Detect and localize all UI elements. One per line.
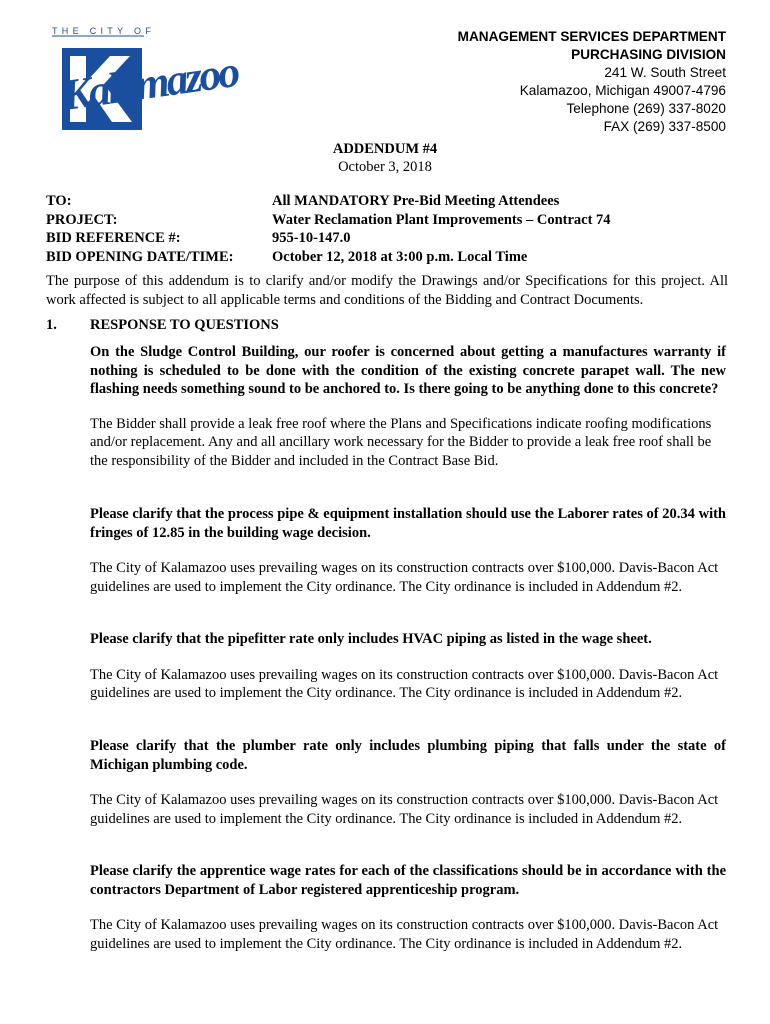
answer-text: The City of Kalamazoo uses prevailing wages on its construction contracts over $100,000. Davis-Bacon Act guidelines are used to implement the City ordinance. The City ordinance is included in Addendum #2. [90, 917, 719, 952]
telephone: Telephone (269) 337-8020 [566, 101, 726, 116]
meta-label: TO: [46, 193, 72, 209]
meta-label: BID REFERENCE #: [46, 230, 181, 246]
meta-row-to [46, 192, 611, 211]
meta-row-bid-reference [46, 229, 611, 248]
purpose-paragraph: The purpose of this addendum is to clarify and/or modify the Drawings and/or Specifications for this project. All work affected is subject to all applicable terms and conditions of the Bidding and Contract Documents. [46, 273, 728, 308]
qa-item [90, 343, 726, 471]
meta-value: All MANDATORY Pre-Bid Meeting Attendees [272, 193, 560, 209]
qa-item [90, 737, 726, 828]
meta-row-project [46, 211, 611, 230]
department-address [458, 28, 726, 136]
answer-text: The City of Kalamazoo uses prevailing wages on its construction contracts over $100,000. Davis-Bacon Act guidelines are used to implement the City ordinance. The City ordinance is included in Addendum #2. [90, 666, 719, 702]
department-name: MANAGEMENT SERVICES DEPARTMENT [457, 29, 726, 44]
section-heading [46, 317, 279, 334]
city-state-zip: Kalamazoo, Michigan 49007-4796 [519, 83, 726, 98]
question-text: Please clarify that the plumber rate only includes plumbing piping that falls under the state of Michigan plumbing code. [90, 738, 726, 773]
answer-text: The Bidder shall provide a leak free roof where the Plans and Specifications indicate roofing modifications and/or replacement. Any and all ancillary work necessary for the Bidder to provide a leak free roof shall be the responsibility of the Bidder and included in the Contract Base Bid. [90, 415, 712, 469]
meta-value: Water Reclamation Plant Improvements – Contract 74 [272, 211, 611, 228]
meta-value: October 12, 2018 at 3:00 p.m. Local Time [272, 248, 528, 265]
meta-label: PROJECT: [46, 211, 118, 228]
meta-row-bid-opening [46, 248, 611, 267]
addendum-title: ADDENDUM #4 [332, 141, 438, 157]
answer-text: The City of Kalamazoo uses prevailing wages on its construction contracts over $100,000. Davis-Bacon Act guidelines are used to implement the City ordinance. The City ordinance is included in Addendum #2. [90, 560, 719, 595]
street-address: 241 W. South Street [604, 65, 726, 80]
meta-value: 955-10-147.0 [272, 230, 351, 246]
qa-item [90, 862, 726, 953]
qa-item [90, 505, 726, 596]
question-text: Please clarify that the pipefitter rate only includes HVAC piping as listed in the wage sheet. [90, 631, 652, 647]
logo-wordmark: Kalamazoo [59, 47, 241, 121]
division-name: PURCHASING DIVISION [571, 47, 726, 62]
city-logo [52, 26, 241, 126]
logo-tagline: THE CITY OF [52, 26, 156, 36]
answer-text: The City of Kalamazoo uses prevailing wages on its construction contracts over $100,000. Davis-Bacon Act guidelines are used to implement the City ordinance. The City ordinance is included in Addendum #2. [90, 792, 719, 827]
meta-label: BID OPENING DATE/TIME: [46, 248, 234, 265]
addendum-date: October 3, 2018 [338, 159, 432, 175]
section-title: RESPONSE TO QUESTIONS [90, 317, 279, 333]
question-text: Please clarify that the process pipe & equipment installation should use the Laborer rates of 20.34 with fringes of 12.85 in the building wage decision. [90, 506, 726, 541]
fax: FAX (269) 337-8500 [603, 119, 726, 134]
qa-item [90, 630, 726, 703]
section-number: 1. [46, 317, 57, 333]
question-text: Please clarify the apprentice wage rates for each of the classifications should be in accordance with the contractors Department of Labor registered apprenticeship program. [90, 863, 726, 898]
addendum-meta [46, 192, 611, 266]
question-text: On the Sludge Control Building, our roofer is concerned about getting a manufactures warranty if nothing is scheduled to be done with the condition of the existing concrete parapet wall. The new flashing needs something sound to be anchored to. Is there going to be anything done to this concrete? [90, 344, 726, 398]
